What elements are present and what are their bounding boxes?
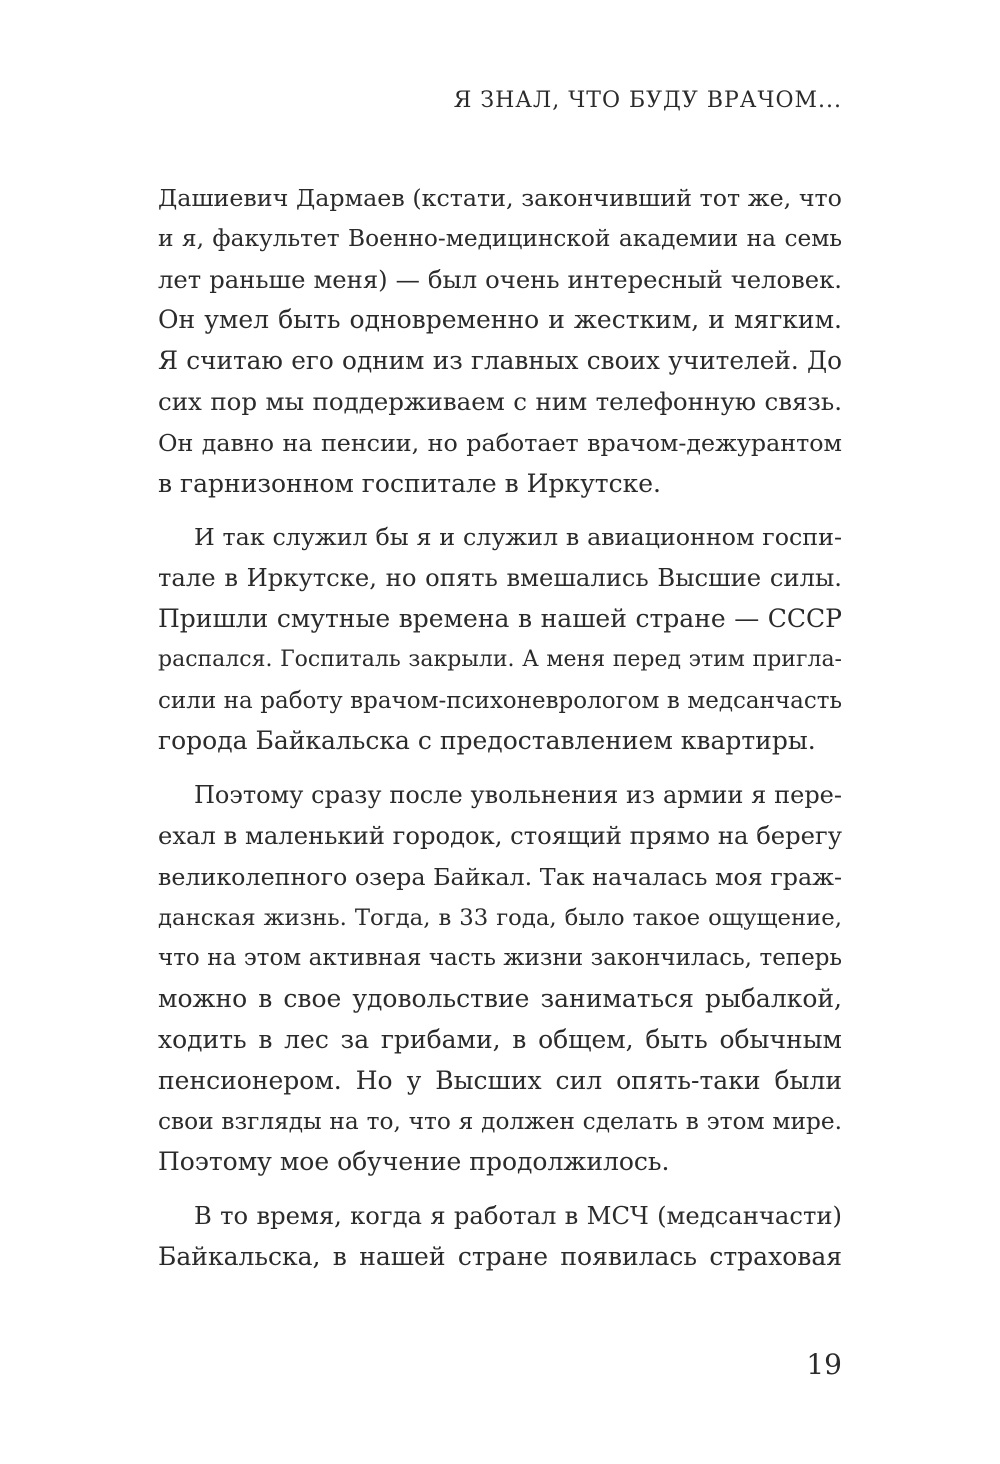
text-line: сили на работу врачом-психоневрологом в медсанчасть bbox=[158, 687, 842, 714]
paragraph-1 bbox=[158, 178, 842, 504]
text-line: Он умел быть одновременно и жестким, и мягким. bbox=[158, 305, 842, 335]
text-line: города Байкальска с предоставлением квартиры. bbox=[158, 726, 816, 756]
text-line: Он давно на пенсии, но работает врачом-дежурантом bbox=[158, 428, 842, 457]
text-line: Дашиевич Дармаев (кстати, закончивший тот же, что bbox=[158, 184, 842, 212]
text-line: сих пор мы поддерживаем с ним телефонную связь. bbox=[158, 386, 842, 416]
text-line: и я, факультет Военно-медицинской академии на семь bbox=[158, 224, 842, 252]
paragraph-4 bbox=[158, 1196, 842, 1278]
text-line: можно в свое удовольствие заниматься рыбалкой, bbox=[158, 984, 842, 1014]
text-line: лет раньше меня) — был очень интересный человек. bbox=[158, 264, 842, 294]
page-number: 19 bbox=[806, 1348, 842, 1381]
text-line: тале в Иркутске, но опять вмешались Высшие силы. bbox=[158, 563, 842, 593]
text-line: ходить в лес за грибами, в общем, быть обычным bbox=[158, 1024, 842, 1054]
text-line: пенсионером. Но у Высших сил опять-таки были bbox=[158, 1065, 842, 1095]
text-line: распался. Госпиталь закрыли. А меня перед этим пригла- bbox=[158, 646, 842, 672]
text-line: свои взгляды на то, что я должен сделать в этом мире. bbox=[158, 1107, 842, 1135]
text-line: что на этом активная часть жизни закончилась, теперь bbox=[158, 945, 842, 972]
text-line: Байкальска, в нашей стране появилась страховая bbox=[158, 1241, 842, 1271]
text-line: В то время, когда я работал в МСЧ (медсанчасти) bbox=[194, 1201, 842, 1231]
paragraph-2 bbox=[158, 517, 842, 762]
text-line: великолепного озера Байкал. Так началась моя граж- bbox=[158, 862, 842, 891]
text-line: И так служил бы я и служил в авиационном госпи- bbox=[194, 523, 842, 552]
text-line: Поэтому мое обучение продолжилось. bbox=[158, 1147, 670, 1177]
text-line: Поэтому сразу после увольнения из армии я пере- bbox=[194, 781, 842, 810]
text-line: данская жизнь. Тогда, в 33 года, было такое ощущение, bbox=[158, 904, 842, 931]
text-line: Пришли смутные времена в нашей стране — СССР bbox=[158, 603, 842, 633]
body-text bbox=[158, 178, 842, 1278]
text-line: Я считаю его одним из главных своих учителей. До bbox=[158, 346, 842, 376]
paragraph-3 bbox=[158, 775, 842, 1183]
text-line: ехал в маленький городок, стоящий прямо на берегу bbox=[158, 820, 842, 850]
running-header: Я ЗНАЛ, ЧТО БУДУ ВРАЧОМ... bbox=[453, 88, 842, 113]
text-line: в гарнизонном госпитале в Иркутске. bbox=[158, 468, 662, 498]
